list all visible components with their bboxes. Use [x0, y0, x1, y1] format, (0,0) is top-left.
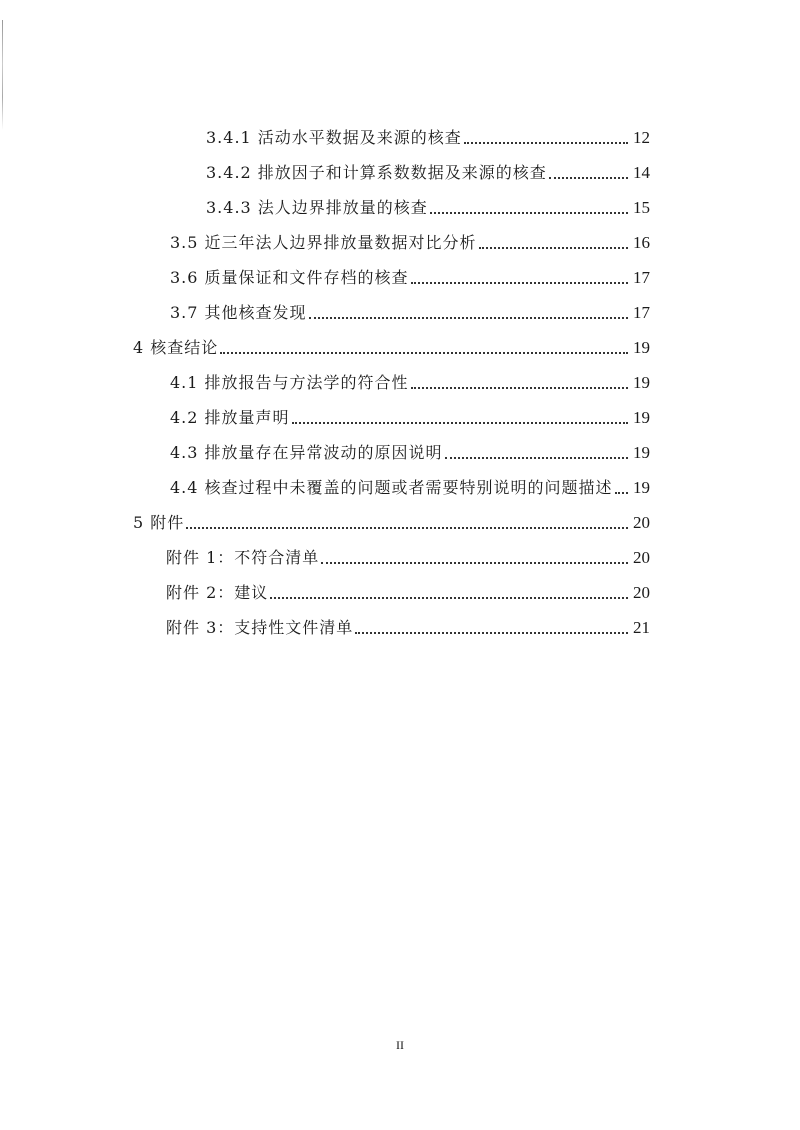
toc-leader-dots: [220, 352, 628, 354]
toc-entry-label: 4.2 排放量声明: [170, 408, 290, 427]
toc-entry-page: 20: [633, 513, 650, 532]
toc-entry-label: 4 核查结论: [133, 338, 219, 357]
toc-entry-page: 17: [633, 303, 650, 322]
toc-entry-page: 19: [633, 338, 650, 357]
toc-entry-page: 19: [633, 443, 650, 462]
toc-entry-label: 4.3 排放量存在异常波动的原因说明: [170, 443, 443, 462]
toc-entry[interactable]: [170, 233, 650, 253]
toc-leader-dots: [615, 492, 628, 494]
toc-entry-page: 20: [633, 548, 650, 567]
toc-entry[interactable]: [166, 583, 650, 603]
toc-entry[interactable]: [170, 478, 650, 498]
page-number: II: [396, 1038, 404, 1052]
toc-entry-page: 12: [633, 128, 650, 147]
toc-entry-label: 3.4.2 排放因子和计算系数数据及来源的核查: [206, 163, 547, 182]
toc-entry-label: 附件 3：支持性文件清单: [166, 618, 354, 637]
toc-leader-dots: [549, 177, 628, 179]
toc-entry[interactable]: [170, 268, 650, 288]
toc-entry[interactable]: [206, 128, 650, 148]
toc-leader-dots: [270, 597, 628, 599]
toc-entry-page: 14: [633, 163, 650, 182]
toc-entry-page: 19: [633, 478, 650, 497]
toc-entry-page: 19: [633, 408, 650, 427]
toc-leader-dots: [321, 562, 628, 564]
toc-entry-page: 17: [633, 268, 650, 287]
toc-entry-label: 3.4.3 法人边界排放量的核查: [206, 198, 428, 217]
toc-leader-dots: [445, 457, 628, 459]
toc-entry-page: 19: [633, 373, 650, 392]
toc-entry-label: 3.5 近三年法人边界排放量数据对比分析: [170, 233, 477, 252]
toc-entry[interactable]: [133, 513, 650, 533]
toc-entry[interactable]: [206, 163, 650, 183]
toc-entry-page: 21: [633, 618, 650, 637]
toc-entry[interactable]: [170, 303, 650, 323]
toc-leader-dots: [411, 387, 628, 389]
toc-entry[interactable]: [133, 338, 650, 358]
toc-leader-dots: [355, 632, 628, 634]
toc-entry[interactable]: [170, 443, 650, 463]
toc-entry-label: 4.4 核查过程中未覆盖的问题或者需要特别说明的问题描述: [170, 478, 613, 497]
toc-entry[interactable]: [170, 373, 650, 393]
toc-leader-dots: [479, 247, 628, 249]
toc-leader-dots: [464, 142, 628, 144]
toc-entry[interactable]: [170, 408, 650, 428]
toc-entry-page: 20: [633, 583, 650, 602]
toc-leader-dots: [309, 317, 628, 319]
toc-entry-label: 4.1 排放报告与方法学的符合性: [170, 373, 409, 392]
toc-leader-dots: [292, 422, 628, 424]
toc-entry-label: 5 附件: [133, 513, 185, 532]
toc-entry-label: 附件 1：不符合清单: [166, 548, 320, 567]
scan-edge: [2, 20, 3, 130]
toc-entry-page: 16: [633, 233, 650, 252]
toc-entry-label: 3.4.1 活动水平数据及来源的核查: [206, 128, 462, 147]
toc-leader-dots: [186, 527, 628, 529]
toc-entry[interactable]: [206, 198, 650, 218]
toc-entry-label: 附件 2：建议: [166, 583, 269, 602]
toc-entry-label: 3.7 其他核查发现: [170, 303, 307, 322]
toc-entry-label: 3.6 质量保证和文件存档的核查: [170, 268, 409, 287]
toc-leader-dots: [411, 282, 628, 284]
toc-entry[interactable]: [166, 618, 650, 638]
toc-leader-dots: [430, 212, 628, 214]
toc-entry[interactable]: [166, 548, 650, 568]
toc-entry-page: 15: [633, 198, 650, 217]
